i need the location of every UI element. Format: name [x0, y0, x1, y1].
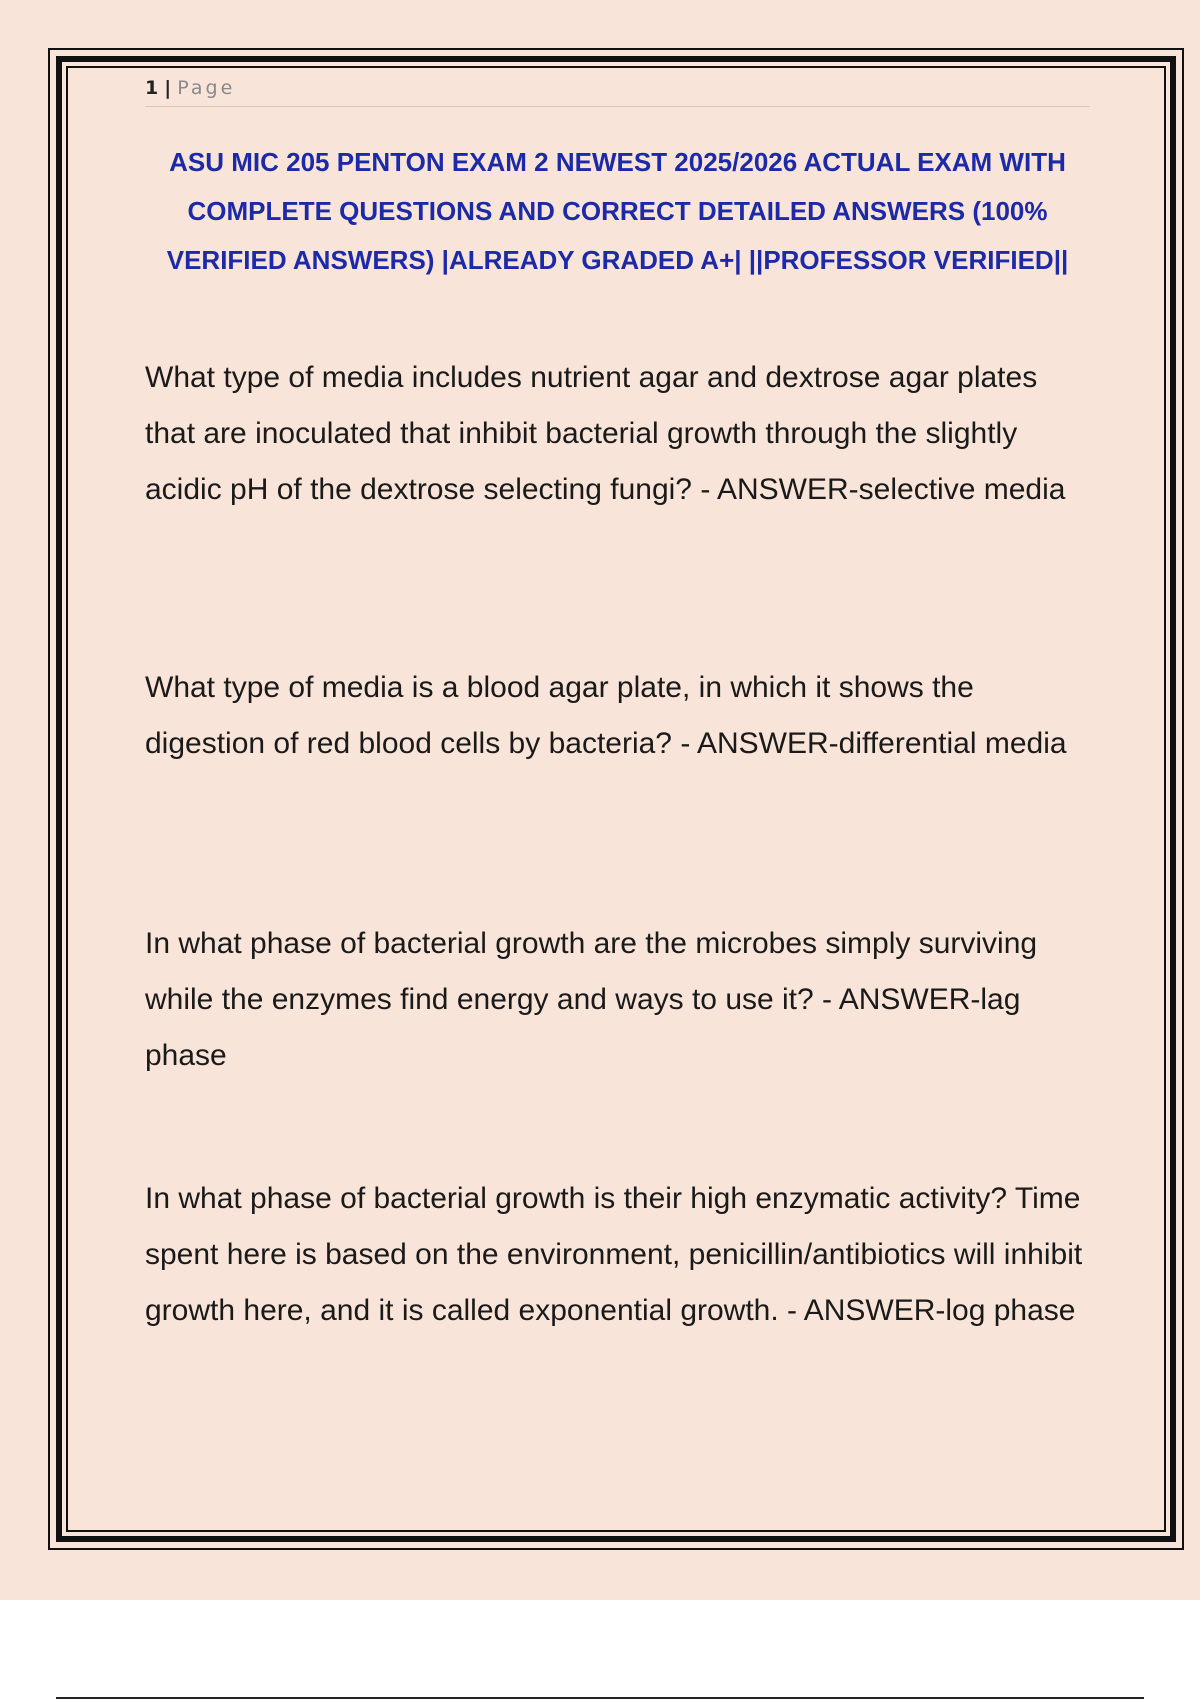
page-separator: | — [164, 77, 172, 99]
qa-item-3: In what phase of bacterial growth are the microbes simply surviving while the enzymes find energy and ways to use it? - ANSWER-lag phase — [145, 927, 1038, 1072]
document-title: ASU MIC 205 PENTON EXAM 2 NEWEST 2025/2026 ACTUAL EXAM WITH COMPLETE QUESTIONS AND CORRECT DETAILED ANSWERS (100% VERIFIED ANSWERS) |ALREADY GRADED A+| ||PROFESSOR VERIFIED|| — [166, 147, 1069, 275]
next-page-rule — [56, 1697, 1144, 1699]
page-label: Page — [177, 77, 236, 99]
qa-item-2: What type of media is a blood agar plate, in which it shows the digestion of red blood cells by bacteria? - ANSWER-differential media — [145, 671, 1067, 760]
page-header — [145, 74, 1090, 107]
page-number: 1 — [145, 77, 159, 99]
qa-item-4: In what phase of bacterial growth is their high enzymatic activity? Time spent here is based on the environment, penicillin/antibiotics will inhibit growth here, and it is called exponential growth. - ANSWER-log phase — [145, 1182, 1083, 1327]
qa-item-1: What type of media includes nutrient agar and dextrose agar plates that are inoculated that inhibit bacterial growth through the slightly acidic pH of the dextrose selecting fungi? - ANSWER-selective media — [145, 361, 1066, 506]
